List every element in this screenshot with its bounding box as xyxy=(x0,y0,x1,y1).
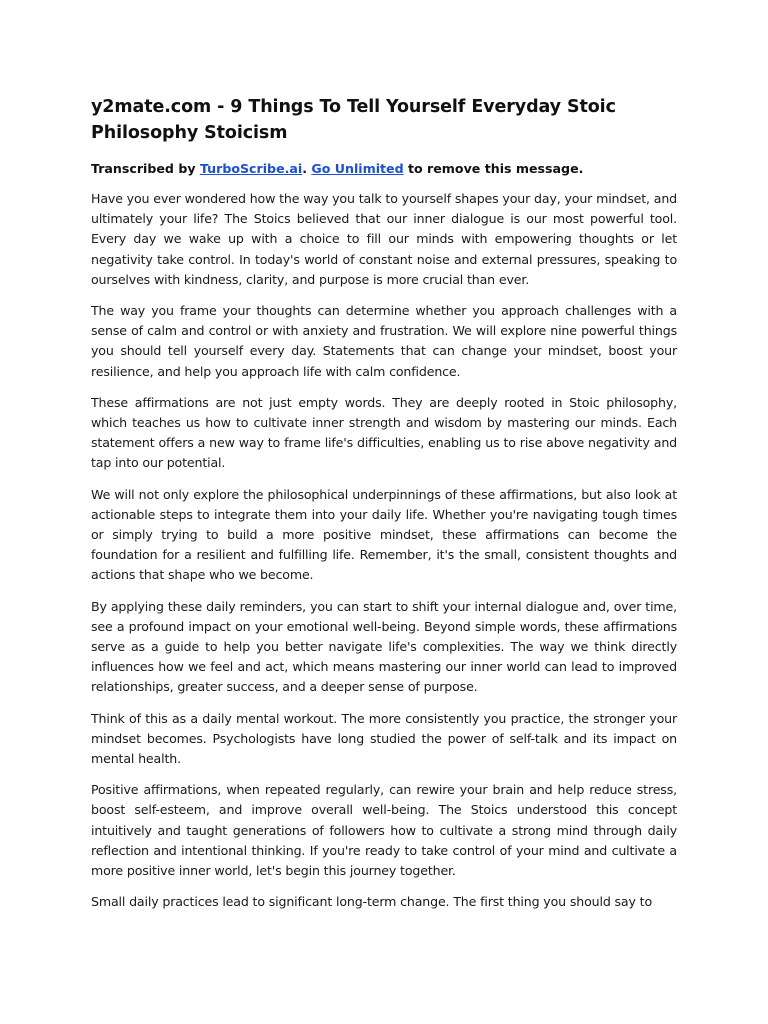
document-page xyxy=(91,94,677,924)
paragraph-4: We will not only explore the philosophical underpinnings of these affirmations, but also look at actionable steps to integrate them into your daily life. Whether you're navigating tough times or simply trying to build a more positive mindset, these affirmations can become the foundation for a resilient and fulfilling life. Remember, it's the small, consistent thoughts and actions that shape who we become. xyxy=(91,486,677,583)
paragraph-3: These affirmations are not just empty words. They are deeply rooted in Stoic philosophy, which teaches us how to cultivate inner strength and wisdom by mastering our minds. Each statement offers a new way to frame life's difficulties, enabling us to rise above negativity and tap into our potential. xyxy=(91,394,677,471)
paragraph-7: Positive affirmations, when repeated regularly, can rewire your brain and help reduce stress, boost self-esteem, and improve overall well-being. The Stoics understood this concept intuitively and taught generations of followers how to cultivate a strong mind through daily reflection and intentional thinking. If you're ready to take control of your mind and cultivate a more positive inner world, let's begin this journey together. xyxy=(91,782,677,879)
go-unlimited-link[interactable]: Go Unlimited xyxy=(311,161,404,176)
document-title: y2mate.com - 9 Things To Tell Yourself Everyday Stoic Philosophy Stoicism xyxy=(91,97,616,143)
paragraph-1: Have you ever wondered how the way you talk to yourself shapes your day, your mindset, and ultimately your life? The Stoics believed that our inner dialogue is our most powerful tool. Every day we wake up with a choice to fill our minds with empowering thoughts or let negativity take control. In today's world of constant noise and external pressures, speaking to ourselves with kindness, clarity, and purpose is more crucial than ever. xyxy=(91,191,677,287)
notice-prefix: Transcribed by xyxy=(91,161,200,176)
notice-separator: . xyxy=(302,161,312,176)
paragraph-2: The way you frame your thoughts can determine whether you approach challenges with a sense of calm and control or with anxiety and frustration. We will explore nine powerful things you should tell yourself every day. Statements that can change your mindset, boost your resilience, and help you approach life with calm confidence. xyxy=(91,303,677,379)
turboscribe-link[interactable]: TurboScribe.ai xyxy=(199,161,303,176)
paragraph-8: Small daily practices lead to significant long-term change. The first thing you should say to xyxy=(91,894,652,910)
paragraph-6: Think of this as a daily mental workout. The more consistently you practice, the stronger your mindset becomes. Psychologists have long studied the power of self-talk and its impact on mental health. xyxy=(91,710,677,767)
notice-suffix: to remove this message. xyxy=(403,161,584,176)
transcription-notice xyxy=(91,159,677,179)
paragraph-5: By applying these daily reminders, you can start to shift your internal dialogue and, over time, see a profound impact on your emotional well-being. Beyond simple words, these affirmations serve as a guide to help you better navigate life's complexities. The way we think directly influences how we feel and act, which means mastering our inner world can lead to improved relationships, greater success, and a deeper sense of purpose. xyxy=(91,598,677,695)
